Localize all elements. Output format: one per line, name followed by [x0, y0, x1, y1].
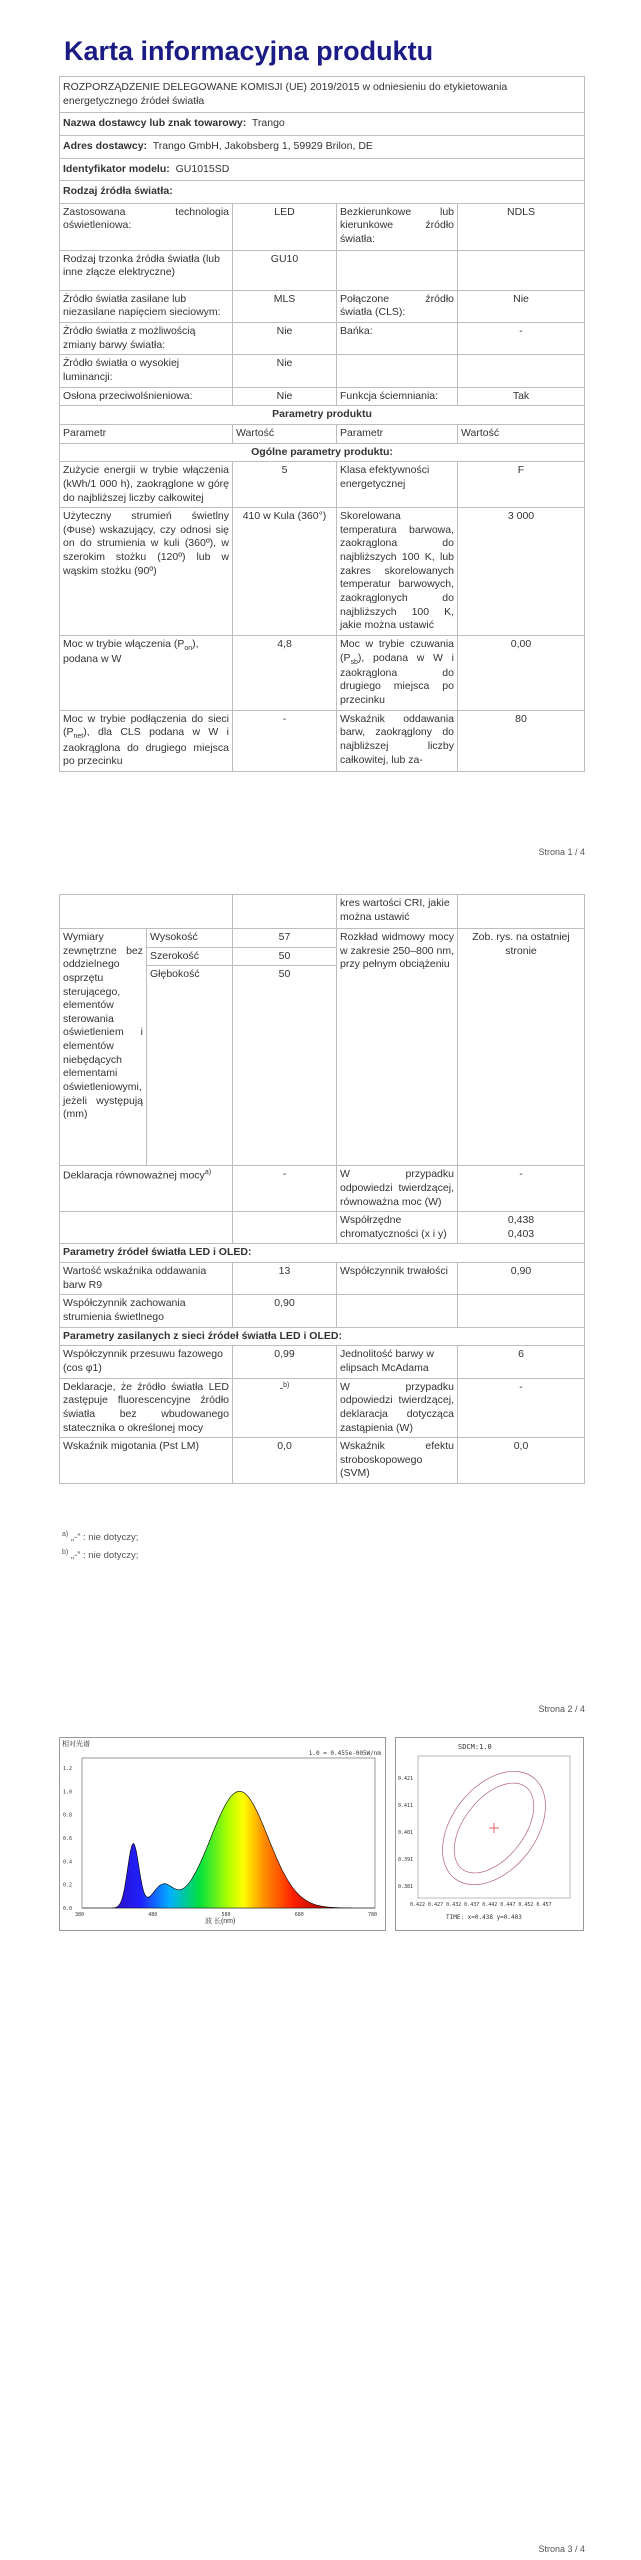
envelope-label: Bańka:	[337, 323, 458, 355]
cls-value: Nie	[458, 290, 585, 322]
height-label: Wysokość	[147, 929, 233, 948]
page-number-2: Strona 2 / 4	[538, 1704, 585, 1714]
ellipse-y-tick: 0.411	[398, 1803, 414, 1809]
energy-label: Zużycie energii w trybie włączenia (kWh/1 000 h), zaokrąglone w górę do najbliższej liczby całkowitej	[60, 462, 233, 508]
spectrum-y-tick: 0.6	[63, 1836, 73, 1842]
spd-value: Zob. rys. na ostatniej stronie	[458, 929, 585, 1166]
width-value: 50	[233, 947, 337, 966]
cri-label-cont: kres wartości CRI, jakie można ustawić	[337, 895, 458, 929]
hl-value: Nie	[233, 355, 337, 387]
address-value: Trango GmbH, Jakobsberg 1, 59929 Brilon, DE	[152, 139, 373, 152]
spectrum-y-tick: 0.0	[63, 1906, 73, 1912]
mcadam-value: 6	[458, 1346, 585, 1378]
dims-label: Wymiary zewnętrzne bez oddzielnego osprzętu sterującego, elementów sterowania oświetleniem i elementów niebędących elementami oświetleniowymi, jeżeli występują (mm)	[60, 929, 147, 1166]
address-label: Adres dostawcy:	[63, 139, 148, 152]
depth-value: 50	[233, 966, 337, 1166]
model-value: GU1015SD	[175, 162, 230, 175]
flux-value: 410 w Kula (360°)	[233, 508, 337, 636]
col-param-header: Parametr	[60, 424, 233, 443]
ellipse-title: SDCM:1.0	[458, 1743, 492, 1751]
ellipse-xlabel: TIME: x=0.438 y=0.403	[446, 1914, 522, 1921]
spectrum-y-tick: 0.2	[63, 1882, 73, 1889]
nondir-value: NDLS	[458, 203, 585, 250]
flicker-value: 0,0	[233, 1438, 337, 1484]
r9-value: 13	[233, 1263, 337, 1295]
eqp-value: -	[233, 1166, 337, 1212]
spectrum-xlabel: 波 长(nm)	[205, 1918, 236, 1925]
replacement-value: -$^{b)}$	[233, 1378, 337, 1438]
led-heading: Parametry źródeł światła LED i OLED:	[60, 1244, 585, 1263]
cct-label: Skorelowana temperatura barwowa, zaokrąglona do najbliższych 100 K, lub zakres skorelowanych temperatur barwowych, zaokrąglonych do najbliższych 100 K, jakie można ustawić	[337, 508, 458, 636]
col-value-header-2: Wartość	[458, 424, 585, 443]
spectrum-plot	[60, 1738, 385, 1930]
glare-value: Nie	[233, 387, 337, 406]
col-value-header: Wartość	[233, 424, 337, 443]
cap-label: Rodzaj trzonka źródła światła (lub inne złącze elektryczne)	[60, 250, 233, 290]
spectrum-y-tick: 1.0	[63, 1789, 73, 1796]
survival-value: 0,90	[458, 1263, 585, 1295]
col-param-header-2: Parametr	[337, 424, 458, 443]
psb-value: 0,00	[458, 635, 585, 710]
tech-value: LED	[233, 203, 337, 250]
spectrum-y-tick: 0.8	[63, 1812, 73, 1819]
ellipse-x-ticks: 0.422 0.427 0.432 0.437 0.442 0.447 0.452 0.457	[410, 1902, 552, 1908]
footnote-b: $^{b)}$ „-” : nie dotyczy;	[62, 1549, 139, 1562]
dim-label: Funkcja ściemniania:	[337, 387, 458, 406]
spectrum-x-tick: 780	[368, 1912, 378, 1918]
supplier-label: Nazwa dostawcy lub znak towarowy:	[63, 117, 247, 130]
product-info-table	[59, 76, 585, 772]
dir-eq-label: W przypadku odpowiedzi twierdzącej, równoważna moc (W)	[337, 1166, 458, 1212]
spectrum-x-tick: 680	[294, 1912, 304, 1918]
ellipse-y-tick: 0.401	[398, 1830, 414, 1836]
spectrum-y-tick: 0.4	[63, 1859, 73, 1866]
dir-eq-value: -	[458, 1166, 585, 1212]
supplier-value: Trango	[251, 117, 285, 130]
flux-label: Użyteczny strumień świetlny (Φuse) wskazujący, czy odnosi się on do strumienia w kuli (360º), w szerokim stożku (120º) lub w wąskim stożku (90º)	[60, 508, 233, 636]
pf-label: Współczynnik przesuwu fazowego (cos φ1)	[60, 1346, 233, 1378]
chrom-value: 0,438 0,403	[458, 1212, 585, 1244]
svm-label: Wskaźnik efektu stroboskopowego (SVM)	[337, 1438, 458, 1484]
light-type-heading: Rodzaj źródła światła:	[60, 181, 585, 204]
spectrum-x-tick: 580	[221, 1912, 231, 1918]
nondir-label: Bezkierunkowe lub kierunkowe źródło światła:	[337, 203, 458, 250]
envelope-value: -	[458, 323, 585, 355]
spectrum-corner-label: 相对光谱	[62, 1741, 90, 1748]
spectrum-x-tick: 480	[148, 1912, 158, 1918]
svm-value: 0,0	[458, 1438, 585, 1484]
width-label: Szerokość	[147, 947, 233, 966]
spectrum-x-tick: 380	[75, 1912, 85, 1918]
class-label: Klasa efektywności energetycznej	[337, 462, 458, 508]
ellipse-y-tick: 0.391	[398, 1857, 414, 1863]
cct-value: 3 000	[458, 508, 585, 636]
mains-label: Źródło światła zasilane lub niezasilane napięciem sieciowym:	[60, 290, 233, 322]
tunable-value: Nie	[233, 323, 337, 355]
chrom-label: Współrzędne chromatyczności (x i y)	[337, 1212, 458, 1244]
mains-value: MLS	[233, 290, 337, 322]
spectrum-chart	[59, 1737, 386, 1931]
replacement-claim-value: -	[458, 1378, 585, 1438]
spectrum-curve	[82, 1791, 375, 1908]
tech-label: Zastosowana technologia oświetleniowa:	[60, 203, 233, 250]
replacement-label: Deklaracje, że źródło światła LED zastępuje fluorescencyjne źródło światła bez wbudowanego statecznika o określonej mocy	[60, 1378, 233, 1438]
class-value: F	[458, 462, 585, 508]
height-value: 57	[233, 929, 337, 948]
maintenance-value: 0,90	[233, 1295, 337, 1327]
glare-label: Osłona przeciwolśnieniowa:	[60, 387, 233, 406]
product-params-heading: Parametry produktu	[60, 406, 585, 425]
depth-label: Głębokość	[147, 966, 233, 1166]
replacement-claim-label: W przypadku odpowiedzi twierdzącej, deklaracja dotycząca zastąpienia (W)	[337, 1378, 458, 1438]
psb-label: Moc w trybie czuwania $(P_{sb})$, podana w W i zaokrąglona do drugiego miejsca po przecinku	[337, 635, 458, 710]
flicker-label: Wskaźnik migotania (Pst LM)	[60, 1438, 233, 1484]
spectrum-legend: 1.0 = 0.455e-005W/nm	[308, 1750, 381, 1757]
eqp-label: Deklaracja równoważnej mocy$^{a)}$	[60, 1166, 233, 1212]
cls-label: Połączone źródło światła (CLS):	[337, 290, 458, 322]
r9-label: Wartość wskaźnika oddawania barw R9	[60, 1263, 233, 1295]
cap-value: GU10	[233, 250, 337, 290]
pon-value: 4,8	[233, 635, 337, 710]
regulation-text: ROZPORZĄDZENIE DELEGOWANE KOMISJI (UE) 2019/2015 w odniesieniu do etykietowania energetycznego źródeł światła	[60, 77, 585, 113]
pnet-value: -	[233, 710, 337, 771]
footnote-a: $^{a)}$ „-” : nie dotyczy;	[62, 1531, 139, 1544]
tunable-label: Źródło światła z możliwością zmiany barwy światła:	[60, 323, 233, 355]
ellipse-y-tick: 0.381	[398, 1884, 414, 1890]
energy-value: 5	[233, 462, 337, 508]
pf-value: 0,99	[233, 1346, 337, 1378]
cri-value: 80	[458, 710, 585, 771]
mains-heading: Parametry zasilanych z sieci źródeł światła LED i OLED:	[60, 1327, 585, 1346]
model-label: Identyfikator modelu:	[63, 162, 170, 175]
ellipse-y-tick: 0.421	[398, 1776, 414, 1782]
pon-label: Moc w trybie włączenia $(P_{on})$, podana w W	[60, 635, 233, 710]
mcadam-label: Jednolitość barwy w elipsach McAdama	[337, 1346, 458, 1378]
chromaticity-ellipse-chart	[395, 1737, 584, 1931]
page-number-1: Strona 1 / 4	[538, 847, 585, 857]
page-number-3: Strona 3 / 4	[538, 2544, 585, 2554]
cri-label: Wskaźnik oddawania barw, zaokrąglony do najbliższej liczby całkowitej, lub za-	[337, 710, 458, 771]
pnet-label: Moc w trybie podłączenia do sieci $(P_{net})$, dla CLS podana w W i zaokrąglona do drugiego miejsca po przecinku	[60, 710, 233, 771]
spectrum-y-tick: 1.2	[63, 1766, 73, 1772]
product-info-table-continued	[59, 894, 585, 1484]
spd-label: Rozkład widmowy mocy w zakresie 250–800 nm, przy pełnym obciążeniu	[337, 929, 458, 1166]
general-params-heading: Ogólne parametry produktu:	[60, 443, 585, 462]
maintenance-label: Współczynnik zachowania strumienia świetlnego	[60, 1295, 233, 1327]
page-title: Karta informacyjna produktu	[64, 36, 434, 66]
survival-label: Współczynnik trwałości	[337, 1263, 458, 1295]
dim-value: Tak	[458, 387, 585, 406]
hl-label: Źródło światła o wysokiej luminancji:	[60, 355, 233, 387]
